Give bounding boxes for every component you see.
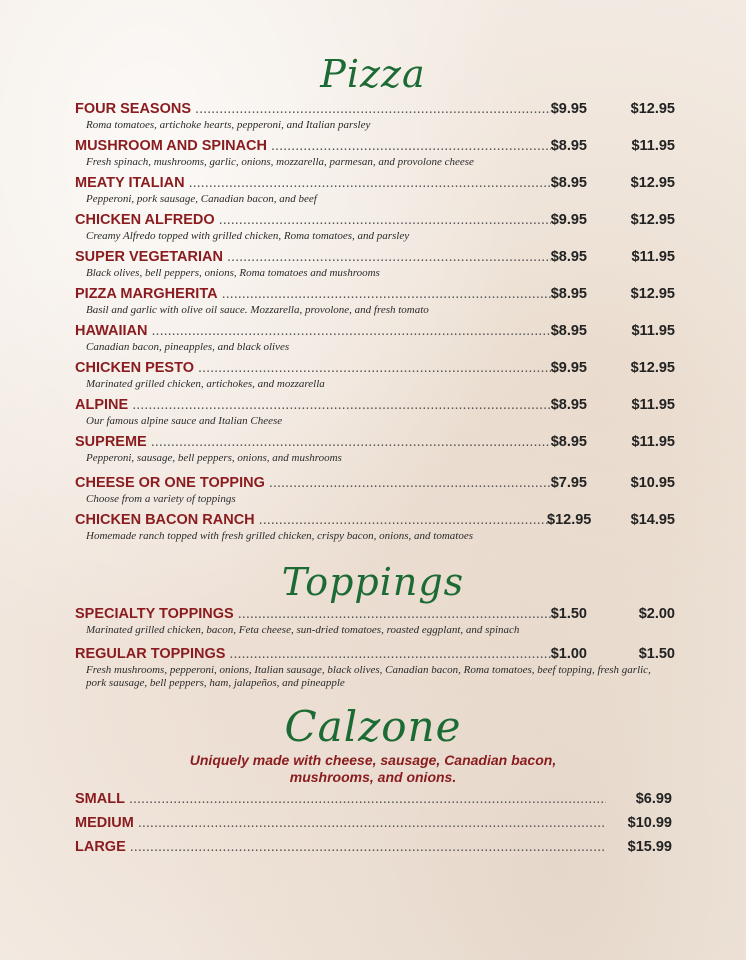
large-price: $12.95 <box>630 101 675 117</box>
item-name: MUSHROOM AND SPINACH ..... <box>75 137 551 156</box>
item-description: Marinated grilled chicken, bacon, Feta cheese, sun-dried tomatoes, roasted eggplant, and spinach <box>86 624 520 636</box>
item-name: SPECIALTY TOPPINGS ..... <box>75 605 551 624</box>
menu-item-chicken-alfredo <box>75 211 675 247</box>
menu-item-pizza-margherita <box>75 285 675 321</box>
menu-item-super-vegetarian <box>75 248 675 284</box>
menu-item-chicken-bacon-ranch <box>75 511 675 547</box>
item-description: Creamy Alfredo topped with grilled chicken, Roma tomatoes, and parsley <box>86 230 410 242</box>
calzone-description <box>0 752 746 786</box>
item-name: CHICKEN PESTO ..... <box>75 359 551 378</box>
item-description: Black olives, bell peppers, onions, Roma tomatoes and mushrooms <box>86 267 380 279</box>
calzone-size-medium <box>75 814 672 833</box>
calzone-size-small <box>75 790 672 809</box>
small-price: $12.95 <box>547 512 592 528</box>
item-name: CHICKEN BACON RANCH ..... <box>75 511 551 530</box>
menu-item-regular-toppings <box>75 645 675 695</box>
item-description: Fresh spinach, mushrooms, garlic, onions, mozzarella, parmesan, and provolone cheese <box>86 156 474 168</box>
small-price: $8.95 <box>550 175 587 191</box>
pizza-heading: Pizza <box>320 52 426 96</box>
small-price: $9.95 <box>550 360 587 376</box>
item-description: Roma tomatoes, artichoke hearts, pepperoni, and Italian parsley <box>86 119 371 131</box>
item-description: Basil and garlic with olive oil sauce. Mozzarella, provolone, and fresh tomato <box>86 304 429 316</box>
large-price: $12.95 <box>630 212 675 228</box>
item-description: Marinated grilled chicken, artichokes, and mozzarella <box>86 378 325 390</box>
calzone-description-line-2: mushrooms, and onions. <box>289 769 457 785</box>
size-price: $6.99 <box>635 791 672 807</box>
small-price: $9.95 <box>550 101 587 117</box>
item-description: Homemade ranch topped with fresh grilled chicken, crispy bacon, onions, and tomatoes <box>86 530 473 542</box>
item-description: Choose from a variety of toppings <box>86 493 236 505</box>
large-price: $10.95 <box>630 475 675 491</box>
large-price: $11.95 <box>631 397 675 413</box>
small-price: $8.95 <box>550 434 587 450</box>
item-name: CHICKEN ALFREDO ..... <box>75 211 551 230</box>
large-price: $1.50 <box>638 646 675 662</box>
menu-item-cheese-or-one-topping <box>75 474 675 510</box>
menu-item-specialty-toppings <box>75 605 675 641</box>
small-price: $1.00 <box>550 646 587 662</box>
small-price: $8.95 <box>550 323 587 339</box>
small-price: $8.95 <box>550 286 587 302</box>
large-price: $11.95 <box>631 434 675 450</box>
large-price: $12.95 <box>630 175 675 191</box>
small-price: $8.95 <box>550 249 587 265</box>
menu-item-meaty-italian <box>75 174 675 210</box>
item-name: CHEESE OR ONE TOPPING ..... <box>75 474 551 493</box>
item-name: PIZZA MARGHERITA ..... <box>75 285 551 304</box>
item-name: MEATY ITALIAN ..... <box>75 174 551 193</box>
item-description: Canadian bacon, pineapples, and black olives <box>86 341 290 353</box>
item-description: Fresh mushrooms, pepperoni, onions, Italian sausage, black olives, Canadian bacon, Roma tomatoes, beef topping, fresh garlic, pork sausage, bell peppers, ham, jalapeños, and pineapple <box>86 664 651 689</box>
large-price: $11.95 <box>631 323 675 339</box>
large-price: $14.95 <box>630 512 675 528</box>
small-price: $9.95 <box>550 212 587 228</box>
item-name: FOUR SEASONS ..... <box>75 100 551 119</box>
large-price: $11.95 <box>631 249 675 265</box>
small-price: $7.95 <box>550 475 587 491</box>
menu-item-four-seasons <box>75 100 675 136</box>
size-name: MEDIUM ..... <box>75 814 606 833</box>
large-price: $11.95 <box>631 138 675 154</box>
small-price: $1.50 <box>550 606 587 622</box>
small-price: $8.95 <box>550 397 587 413</box>
menu-item-chicken-pesto <box>75 359 675 395</box>
item-name: REGULAR TOPPINGS ..... <box>75 645 551 664</box>
item-name: SUPREME ..... <box>75 433 551 452</box>
calzone-size-large <box>75 838 672 857</box>
menu-item-supreme <box>75 433 675 469</box>
item-description: Pepperoni, sausage, bell peppers, onions, and mushrooms <box>86 452 342 464</box>
item-name: ALPINE ..... <box>75 396 551 415</box>
menu-item-hawaiian <box>75 322 675 358</box>
item-description: Pepperoni, pork sausage, Canadian bacon, and beef <box>86 193 317 205</box>
menu-item-alpine <box>75 396 675 432</box>
calzone-description-line-1: Uniquely made with cheese, sausage, Canadian bacon, <box>189 752 557 768</box>
large-price: $2.00 <box>638 606 675 622</box>
calzone-heading: Calzone <box>284 702 462 751</box>
item-description: Our famous alpine sauce and Italian Cheese <box>86 415 283 427</box>
large-price: $12.95 <box>630 360 675 376</box>
size-price: $10.99 <box>627 815 672 831</box>
small-price: $8.95 <box>550 138 587 154</box>
size-name: LARGE ..... <box>75 838 606 857</box>
large-price: $12.95 <box>630 286 675 302</box>
size-price: $15.99 <box>627 839 672 855</box>
item-name: SUPER VEGETARIAN ..... <box>75 248 551 267</box>
toppings-heading: Toppings <box>281 560 465 604</box>
menu-item-mushroom-spinach <box>75 137 675 173</box>
item-name: HAWAIIAN ..... <box>75 322 551 341</box>
size-name: SMALL ..... <box>75 790 606 809</box>
